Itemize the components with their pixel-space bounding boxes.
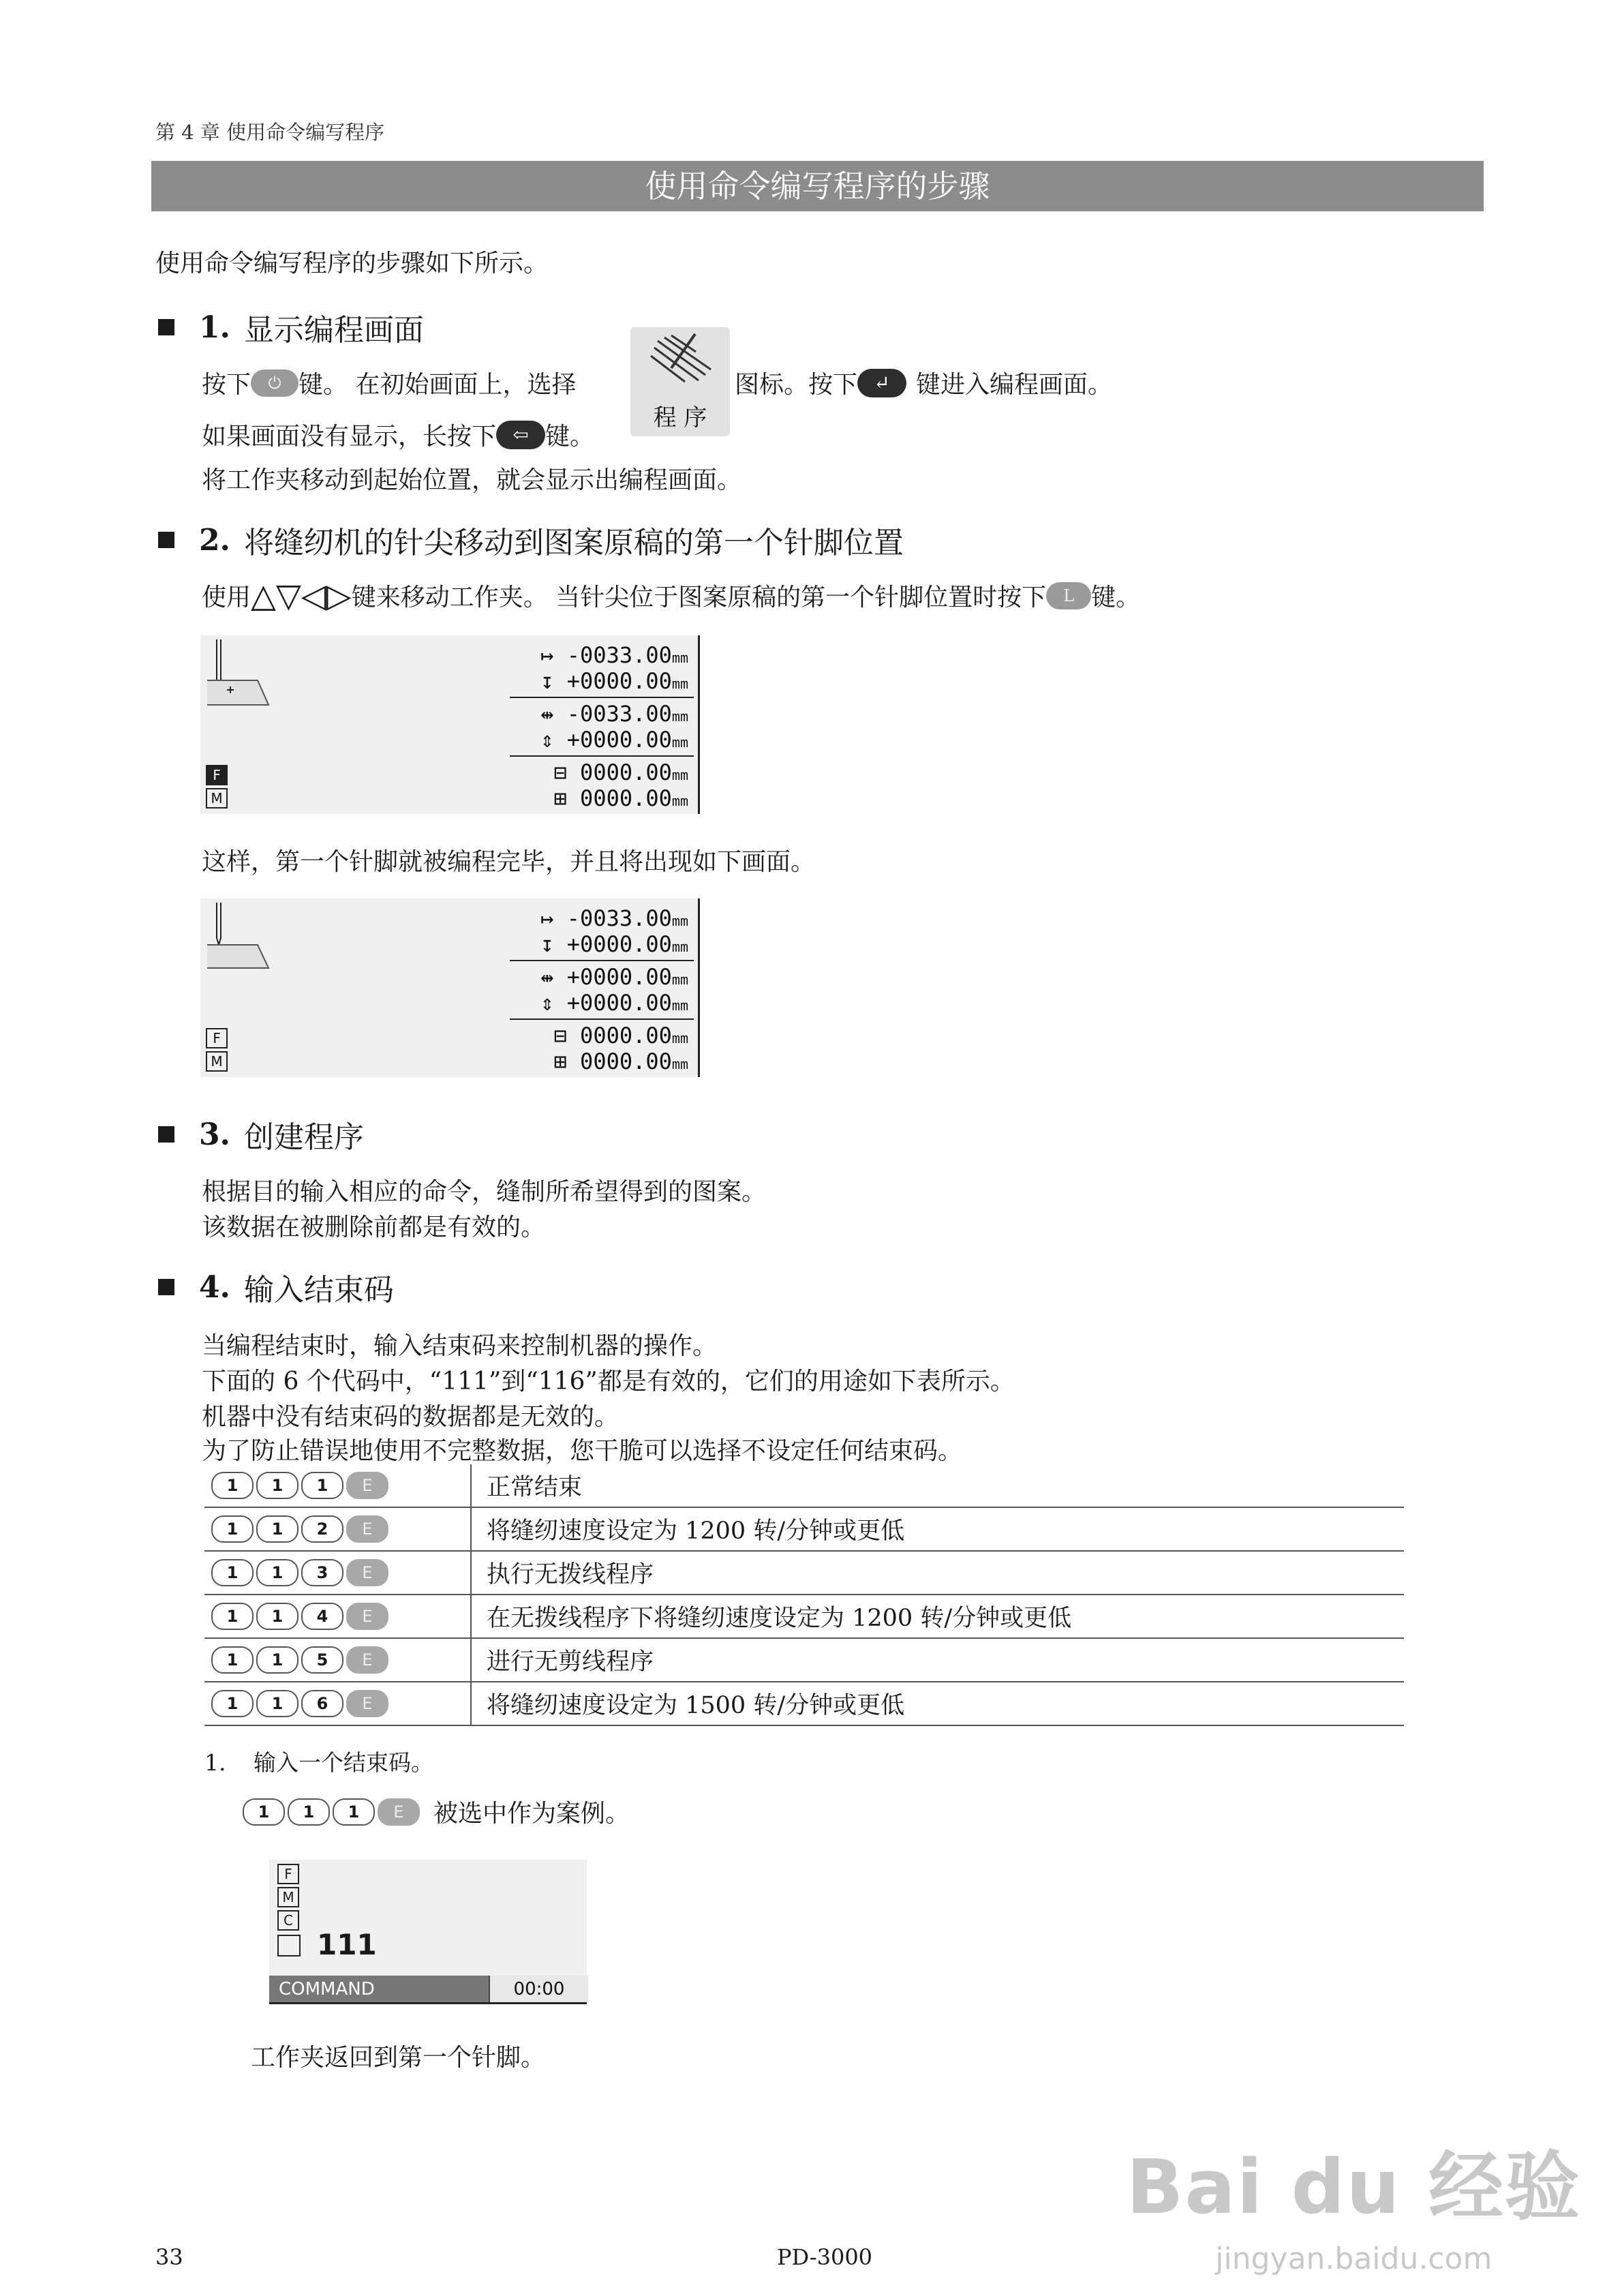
watermark-url: jingyan.baidu.com (1215, 2241, 1493, 2276)
unit: mm (671, 793, 688, 809)
step1-heading (158, 305, 424, 349)
flag-f: F (277, 1864, 299, 1884)
key-1: 1 (211, 1515, 254, 1543)
key-6: 6 (301, 1690, 343, 1717)
key-4: 4 (301, 1603, 343, 1630)
step1-line3: 将工作夹移动到起始位置，就会显示出编程画面。 (202, 466, 742, 494)
arrow-up-icon: △ (251, 576, 276, 615)
text: 使用 (202, 584, 251, 611)
flag-m: M (206, 1051, 228, 1072)
key-e: E (346, 1646, 388, 1674)
arrow-down-stop-icon: ↧ (540, 931, 567, 957)
lcd-row (540, 668, 688, 694)
unit: mm (671, 971, 688, 988)
step1-title: 显示编程画面 (243, 313, 424, 348)
text: 如果画面没有显示，长按下 (202, 423, 497, 451)
divider (510, 697, 694, 698)
key-1: 1 (301, 1472, 343, 1499)
arrow-right-stop-icon: ↦ (540, 905, 567, 931)
key-1: 1 (211, 1690, 254, 1717)
key-e: E (346, 1472, 388, 1499)
flag-f: F (206, 765, 228, 785)
value: +0000.00 (566, 668, 672, 694)
lcd-row (540, 701, 688, 727)
arrow-horizontal-icon: ⇹ (540, 964, 567, 990)
lcd-row (540, 964, 688, 990)
code-description: 将缝纫速度设定为 1500 转/分钟或更低 (471, 1682, 1404, 1725)
step1-line1-cont (735, 365, 1112, 400)
arrow-horizontal-icon: ⇹ (540, 701, 567, 727)
value: +0000.00 (566, 727, 672, 753)
step1-line1 (202, 365, 576, 400)
value: 0000.00 (580, 785, 672, 811)
code-keys (204, 1690, 470, 1717)
return-key-icon: ⇦ (496, 421, 545, 449)
substep (204, 1745, 433, 1777)
code-keys-cell (204, 1638, 471, 1682)
program-icon-label: 程 序 (653, 404, 707, 432)
key-1: 1 (256, 1690, 299, 1717)
step2-title: 将缝纫机的针尖移动到图案原稿的第一个针脚位置 (243, 526, 904, 560)
divider (510, 960, 694, 961)
example-keys (243, 1798, 420, 1826)
divider (510, 1018, 694, 1020)
command-bar (269, 1976, 587, 2003)
model-name: PD-3000 (777, 2244, 873, 2270)
lcd-row (554, 1023, 688, 1048)
unit: mm (671, 939, 688, 955)
lcd-screen-1 (200, 635, 700, 814)
lcd-screen-2 (200, 898, 700, 1077)
key-1: 1 (211, 1472, 254, 1499)
step1-line2 (202, 417, 594, 452)
example-line (243, 1794, 630, 1829)
after-text: 工作夹返回到第一个针脚。 (251, 2044, 546, 2072)
watermark (1127, 2127, 1581, 2276)
flag-m: M (206, 788, 228, 809)
key-5: 5 (301, 1646, 343, 1674)
step4-line3: 机器中没有结束码的数据都是无效的。 (202, 1403, 619, 1431)
divider (510, 755, 694, 757)
key-1: 1 (333, 1798, 375, 1826)
unit: mm (671, 708, 688, 725)
key-e: E (346, 1690, 388, 1717)
step2-line1 (202, 578, 1140, 613)
flag-c: C (277, 1910, 299, 1931)
code-row (204, 1464, 1404, 1507)
arrow-vertical-icon: ⇕ (540, 990, 567, 1016)
arrow-left-icon: ◁ (301, 576, 326, 615)
key-1: 1 (243, 1798, 285, 1826)
code-description: 正常结束 (471, 1464, 1404, 1507)
text: 按下 (202, 371, 251, 399)
code-description: 将缝纫速度设定为 1200 转/分钟或更低 (471, 1507, 1404, 1551)
unit: mm (671, 997, 688, 1014)
intro-text: 使用命令编写程序的步骤如下所示。 (155, 250, 549, 277)
code-keys-cell (204, 1595, 471, 1638)
code-row (204, 1682, 1404, 1725)
value: 0000.00 (580, 1023, 672, 1048)
power-key-icon: ⏻ (251, 369, 299, 397)
step3-heading (158, 1113, 364, 1156)
key-1: 1 (256, 1559, 299, 1586)
code-keys-cell (204, 1551, 471, 1595)
value: -0033.00 (566, 701, 672, 727)
bullet-square-icon (158, 1126, 174, 1143)
unit: mm (671, 734, 688, 751)
command-label: COMMAND (279, 1979, 375, 1999)
width-box-icon: ⊟ (553, 759, 581, 785)
lcd-row (554, 759, 688, 785)
flag-f: F (206, 1028, 228, 1048)
step3-line2: 该数据在被删除前都是有效的。 (202, 1213, 546, 1241)
code-row (204, 1551, 1404, 1595)
key-e: E (346, 1559, 388, 1586)
unit: mm (671, 1030, 688, 1046)
value: -0033.00 (566, 905, 672, 931)
needle-pattern-icon (630, 327, 730, 402)
value: +0000.00 (566, 931, 672, 957)
code-keys-cell (204, 1507, 471, 1551)
text: 键进入编程画面。 (916, 371, 1113, 399)
key-e: E (346, 1603, 388, 1630)
key-1: 1 (256, 1472, 299, 1499)
key-2: 2 (301, 1515, 343, 1543)
substep-text: 输入一个结束码。 (254, 1749, 433, 1776)
step4-line2: 下面的 6 个代码中，“111”到“116”都是有效的，它们的用途如下表所示。 (202, 1368, 1015, 1395)
needle-frame-icon (203, 903, 278, 971)
key-1: 1 (256, 1646, 299, 1674)
code-keys-cell (204, 1682, 471, 1725)
code-keys-cell (204, 1464, 471, 1507)
step4-line1: 当编程结束时，输入结束码来控制机器的操作。 (202, 1332, 718, 1360)
code-description: 执行无拨线程序 (471, 1551, 1404, 1595)
text: 图标。按下 (735, 371, 858, 399)
key-1: 1 (211, 1603, 254, 1630)
substep-number: 1. (204, 1749, 226, 1776)
value: +0000.00 (566, 964, 672, 990)
step4-title: 输入结束码 (243, 1273, 394, 1308)
code-row (204, 1638, 1404, 1682)
arrow-right-stop-icon: ↦ (540, 642, 567, 668)
code-description: 进行无剪线程序 (471, 1638, 1404, 1682)
lcd-row (554, 1048, 688, 1074)
key-1: 1 (211, 1646, 254, 1674)
value: +0000.00 (566, 990, 672, 1016)
step2-number: 2. (199, 522, 230, 558)
key-3: 3 (301, 1559, 343, 1586)
command-time: 00:00 (489, 1976, 588, 2003)
bullet-square-icon (158, 319, 174, 335)
arrow-down-icon: ▽ (275, 576, 301, 615)
needle-frame-icon (203, 639, 278, 708)
step3-title: 创建程序 (243, 1120, 364, 1155)
end-code-table (204, 1464, 1404, 1726)
key-1: 1 (256, 1603, 299, 1630)
lcd-row (540, 642, 688, 668)
code-keys (204, 1559, 470, 1586)
value: 0000.00 (580, 1048, 672, 1074)
unit: mm (671, 676, 688, 692)
command-screen (269, 1860, 587, 2003)
text: 键。 (545, 423, 595, 451)
text: 键。 (1091, 584, 1141, 611)
l-key-icon: L (1046, 582, 1091, 609)
value: 0000.00 (580, 759, 672, 785)
arrow-down-stop-icon: ↧ (540, 668, 567, 694)
bullet-square-icon (158, 532, 174, 548)
step4-heading (158, 1265, 394, 1309)
flag-m: M (277, 1887, 299, 1907)
height-box-icon: ⊞ (553, 1048, 581, 1074)
arrow-vertical-icon: ⇕ (540, 727, 567, 753)
code-keys (204, 1603, 470, 1630)
code-keys (204, 1515, 470, 1543)
step1-number: 1. (199, 309, 230, 345)
step2-between: 这样，第一个针脚就被编程完毕，并且将出现如下画面。 (202, 848, 816, 876)
key-e: E (346, 1515, 388, 1543)
width-box-icon: ⊟ (553, 1023, 581, 1048)
unit: mm (671, 767, 688, 783)
key-e: E (378, 1798, 420, 1826)
unit: mm (671, 1056, 688, 1072)
key-1: 1 (256, 1515, 299, 1543)
list-icon (277, 1935, 301, 1957)
divider (269, 2002, 587, 2004)
value: -0033.00 (566, 642, 672, 668)
command-value: 111 (317, 1928, 377, 1961)
height-box-icon: ⊞ (553, 785, 581, 811)
bullet-square-icon (158, 1279, 174, 1295)
unit: mm (671, 913, 688, 929)
step3-number: 3. (199, 1117, 230, 1152)
program-icon (630, 327, 730, 436)
step2-heading (158, 518, 904, 562)
step3-line1: 根据目的输入相应的命令，缝制所希望得到的图案。 (202, 1178, 767, 1206)
example-text: 被选中作为案例。 (433, 1800, 630, 1828)
lcd-row (540, 727, 688, 753)
page-number: 33 (155, 2244, 183, 2270)
arrow-right-icon: ▷ (326, 576, 352, 615)
code-keys (204, 1472, 470, 1499)
code-row (204, 1507, 1404, 1551)
step4-number: 4. (199, 1269, 230, 1305)
text: 键来移动工作夹。 当针尖位于图案原稿的第一个针脚位置时按下 (351, 584, 1047, 611)
enter-key-icon: ↵ (857, 369, 906, 397)
unit: mm (671, 650, 688, 666)
code-row (204, 1595, 1404, 1638)
lcd-row (554, 785, 688, 811)
lcd-row (540, 931, 688, 957)
text: 键。 在初始画面上，选择 (299, 371, 577, 399)
code-keys (204, 1646, 470, 1674)
code-description: 在无拨线程序下将缝纫速度设定为 1200 转/分钟或更低 (471, 1595, 1404, 1638)
watermark-logo: Bai du 经验 (1126, 2143, 1581, 2231)
key-1: 1 (211, 1559, 254, 1586)
page-title: 使用命令编写程序的步骤 (151, 161, 1484, 211)
lcd-row (540, 905, 688, 931)
key-1: 1 (288, 1798, 330, 1826)
chapter-header: 第 4 章 使用命令编写程序 (155, 121, 385, 144)
step4-line4: 为了防止错误地使用不完整数据，您干脆可以选择不设定任何结束码。 (202, 1437, 963, 1465)
lcd-row (540, 990, 688, 1016)
